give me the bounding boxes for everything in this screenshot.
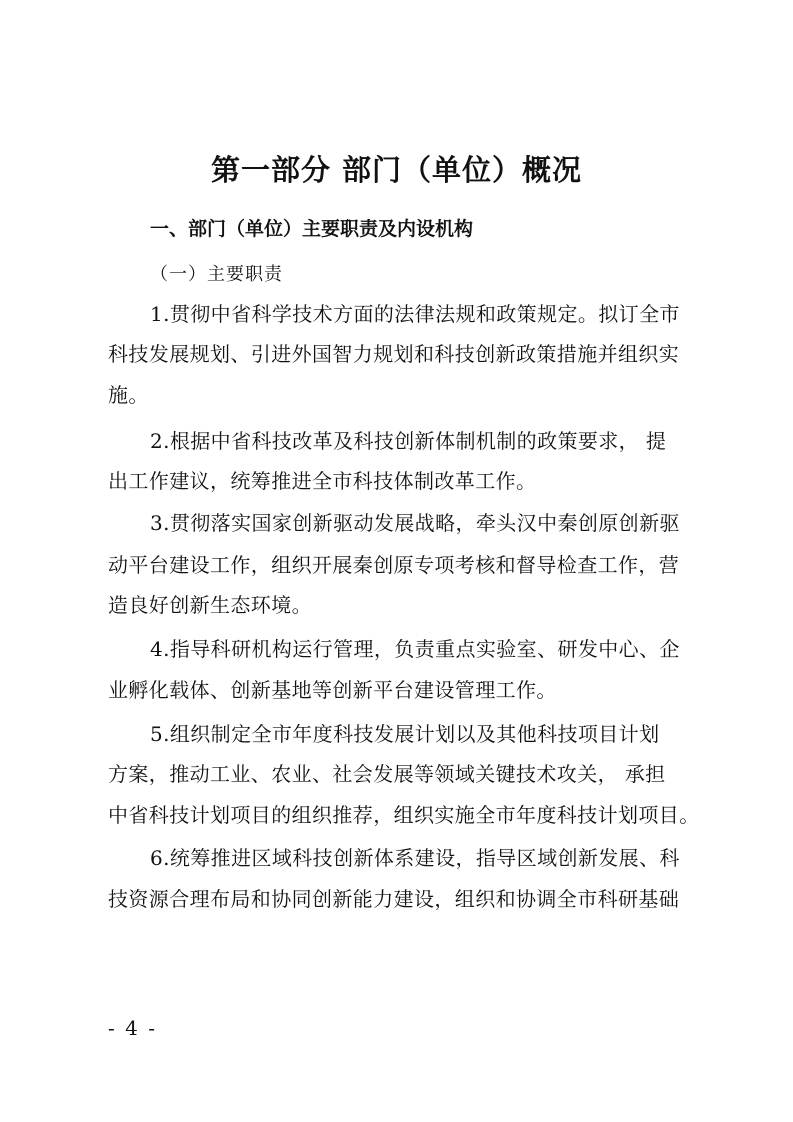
paragraph-6-line-1: 6.统筹推进区域科技创新体系建设，指导区域创新发展、科	[150, 846, 680, 870]
paragraph-2-line-2: 出工作建议，统筹推进全市科技体制改革工作。	[108, 469, 537, 493]
paragraph-5-line-1: 5.组织制定全市年度科技发展计划以及其他科技项目计划	[150, 722, 660, 746]
paragraph-3-line-2: 动平台建设工作，组织开展秦创原专项考核和督导检查工作，营	[108, 553, 680, 577]
paragraph-5-line-2: 方案，推动工业、农业、社会发展等领域关键技术攻关， 承担	[108, 762, 666, 786]
paragraph-1-line-2: 科技发展规划、引进外国智力规划和科技创新政策措施并组织实	[108, 342, 680, 366]
paragraph-2-line-1: 2.根据中省科技改革及科技创新体制机制的政策要求， 提	[150, 429, 667, 453]
paragraph-4-line-1: 4.指导科研机构运行管理，负责重点实验室、研发中心、企	[150, 637, 680, 661]
page-title: 第一部分 部门（单位）概况	[210, 153, 583, 187]
paragraph-5-line-3: 中省科技计划项目的组织推荐，组织实施全市年度科技计划项目。	[108, 803, 700, 827]
page-number: - 4 -	[108, 1016, 157, 1040]
paragraph-1-line-1: 1.贯彻中省科学技术方面的法律法规和政策规定。拟订全市	[150, 302, 680, 326]
paragraph-3-line-3: 造良好创新生态环境。	[108, 593, 312, 617]
paragraph-6-line-2: 技资源合理布局和协同创新能力建设，组织和协调全市科研基础	[108, 887, 680, 911]
section-heading: 一、部门（单位）主要职责及内设机构	[150, 218, 474, 240]
paragraph-1-line-3: 施。	[108, 383, 149, 407]
paragraph-4-line-2: 业孵化载体、创新基地等创新平台建设管理工作。	[108, 678, 557, 702]
paragraph-3-line-1: 3.贯彻落实国家创新驱动发展战略，牵头汉中秦创原创新驱	[150, 511, 680, 535]
subsection-heading: （一）主要职责	[150, 264, 283, 285]
